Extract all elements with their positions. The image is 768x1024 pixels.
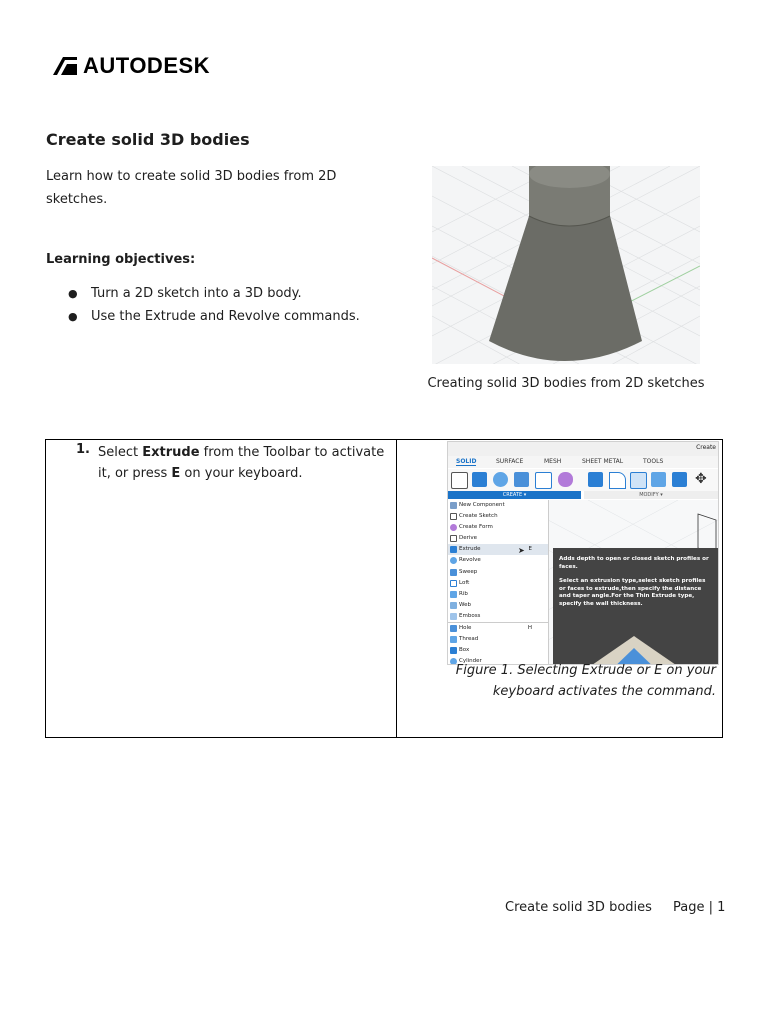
menu-item-derive[interactable]: Derive bbox=[448, 533, 548, 544]
step-instruction: Select Extrude from the Toolbar to activate it, or press E on your keyboard. bbox=[98, 445, 385, 481]
create-menu bbox=[448, 500, 549, 664]
menu-item-new-component[interactable]: New Component bbox=[448, 500, 548, 511]
menu-item-emboss[interactable]: Emboss bbox=[448, 611, 548, 622]
menu-item-create-sketch[interactable]: Create Sketch bbox=[448, 511, 548, 522]
menu-item-extrude[interactable]: Extrude E ➤ bbox=[448, 544, 548, 555]
page-title: Create solid 3D bodies bbox=[46, 130, 250, 149]
extrude-tooltip bbox=[553, 548, 718, 665]
create-corner-label: Create bbox=[696, 444, 716, 451]
extrude-shortcut: E bbox=[528, 546, 532, 553]
create-dropdown[interactable]: CREATE ▾ bbox=[448, 491, 581, 499]
table-divider bbox=[396, 440, 397, 737]
shortcut-key: E bbox=[171, 466, 181, 481]
move-icon[interactable]: ✥ bbox=[695, 471, 707, 487]
toolbar-screenshot bbox=[447, 441, 719, 665]
tab-mesh[interactable]: MESH bbox=[544, 458, 562, 465]
sketch-icon[interactable] bbox=[451, 472, 468, 489]
tab-solid[interactable]: SOLID bbox=[456, 458, 477, 465]
hole-shortcut: H bbox=[527, 625, 532, 632]
hero-3d-image bbox=[432, 166, 700, 364]
window-titlebar bbox=[448, 442, 718, 457]
figure-caption: Figure 1. Selecting Extrude or E on your keyboard activates the command. bbox=[455, 663, 716, 699]
form-icon[interactable] bbox=[558, 472, 573, 487]
menu-item-web[interactable]: Web bbox=[448, 600, 548, 611]
objective-item: ● Turn a 2D sketch into a 3D body. bbox=[46, 282, 360, 305]
footer-title: Create solid 3D bodies bbox=[505, 900, 652, 915]
menu-item-thread[interactable]: Thread bbox=[448, 634, 548, 645]
tooltip-summary: Adds depth to open or closed sketch profiles or faces. bbox=[559, 556, 709, 570]
combine-icon[interactable] bbox=[672, 472, 687, 487]
menu-item-hole[interactable]: Hole H bbox=[448, 623, 548, 634]
brand-name: AUTODESK bbox=[83, 53, 211, 78]
menu-item-cylinder[interactable]: Cylinder bbox=[448, 656, 548, 665]
autodesk-logo-icon bbox=[53, 57, 77, 75]
revolve-icon[interactable] bbox=[493, 472, 508, 487]
extrude-icon[interactable] bbox=[472, 472, 487, 487]
toolbar-icons bbox=[448, 469, 718, 491]
shell-icon[interactable] bbox=[651, 472, 666, 487]
tooltip-detail: Select an extrusion type,select sketch profiles or faces to extrude,then specify the distance and taper angle.For the Thin Extrude type, specify the wall thickness. bbox=[559, 578, 706, 607]
tab-surface[interactable]: SURFACE bbox=[496, 458, 524, 465]
bullet-icon: ● bbox=[68, 310, 78, 323]
menu-item-revolve[interactable]: Revolve bbox=[448, 555, 548, 566]
tab-tools[interactable]: TOOLS bbox=[643, 458, 664, 465]
chamfer-icon[interactable] bbox=[630, 472, 647, 489]
toolbar-tabs bbox=[448, 456, 718, 468]
autodesk-logo bbox=[53, 53, 210, 79]
page-number: Page | 1 bbox=[673, 900, 726, 915]
objective-item: ● Use the Extrude and Revolve commands. bbox=[46, 305, 360, 328]
menu-item-loft[interactable]: Loft bbox=[448, 578, 548, 589]
bullet-icon: ● bbox=[68, 287, 78, 300]
press-pull-icon[interactable] bbox=[588, 472, 603, 487]
menu-item-box[interactable]: Box bbox=[448, 645, 548, 656]
fillet-icon[interactable] bbox=[609, 472, 626, 489]
objectives-heading: Learning objectives: bbox=[46, 252, 196, 267]
menu-item-sweep[interactable]: Sweep bbox=[448, 567, 548, 578]
menu-item-rib[interactable]: Rib bbox=[448, 589, 548, 600]
loft-icon[interactable] bbox=[535, 472, 552, 489]
step-number: 1. bbox=[76, 442, 90, 457]
cursor-icon: ➤ bbox=[518, 546, 525, 556]
extrude-keyword: Extrude bbox=[142, 445, 200, 460]
intro-text: Learn how to create solid 3D bodies from 2D sketches. bbox=[46, 169, 337, 207]
modify-dropdown[interactable]: MODIFY ▾ bbox=[584, 491, 718, 499]
sweep-icon[interactable] bbox=[514, 472, 529, 487]
hero-caption: Creating solid 3D bodies from 2D sketches bbox=[427, 376, 705, 391]
tab-sheet-metal[interactable]: SHEET METAL bbox=[582, 458, 624, 465]
menu-item-create-form[interactable]: Create Form bbox=[448, 522, 548, 533]
objectives-list bbox=[46, 282, 360, 328]
